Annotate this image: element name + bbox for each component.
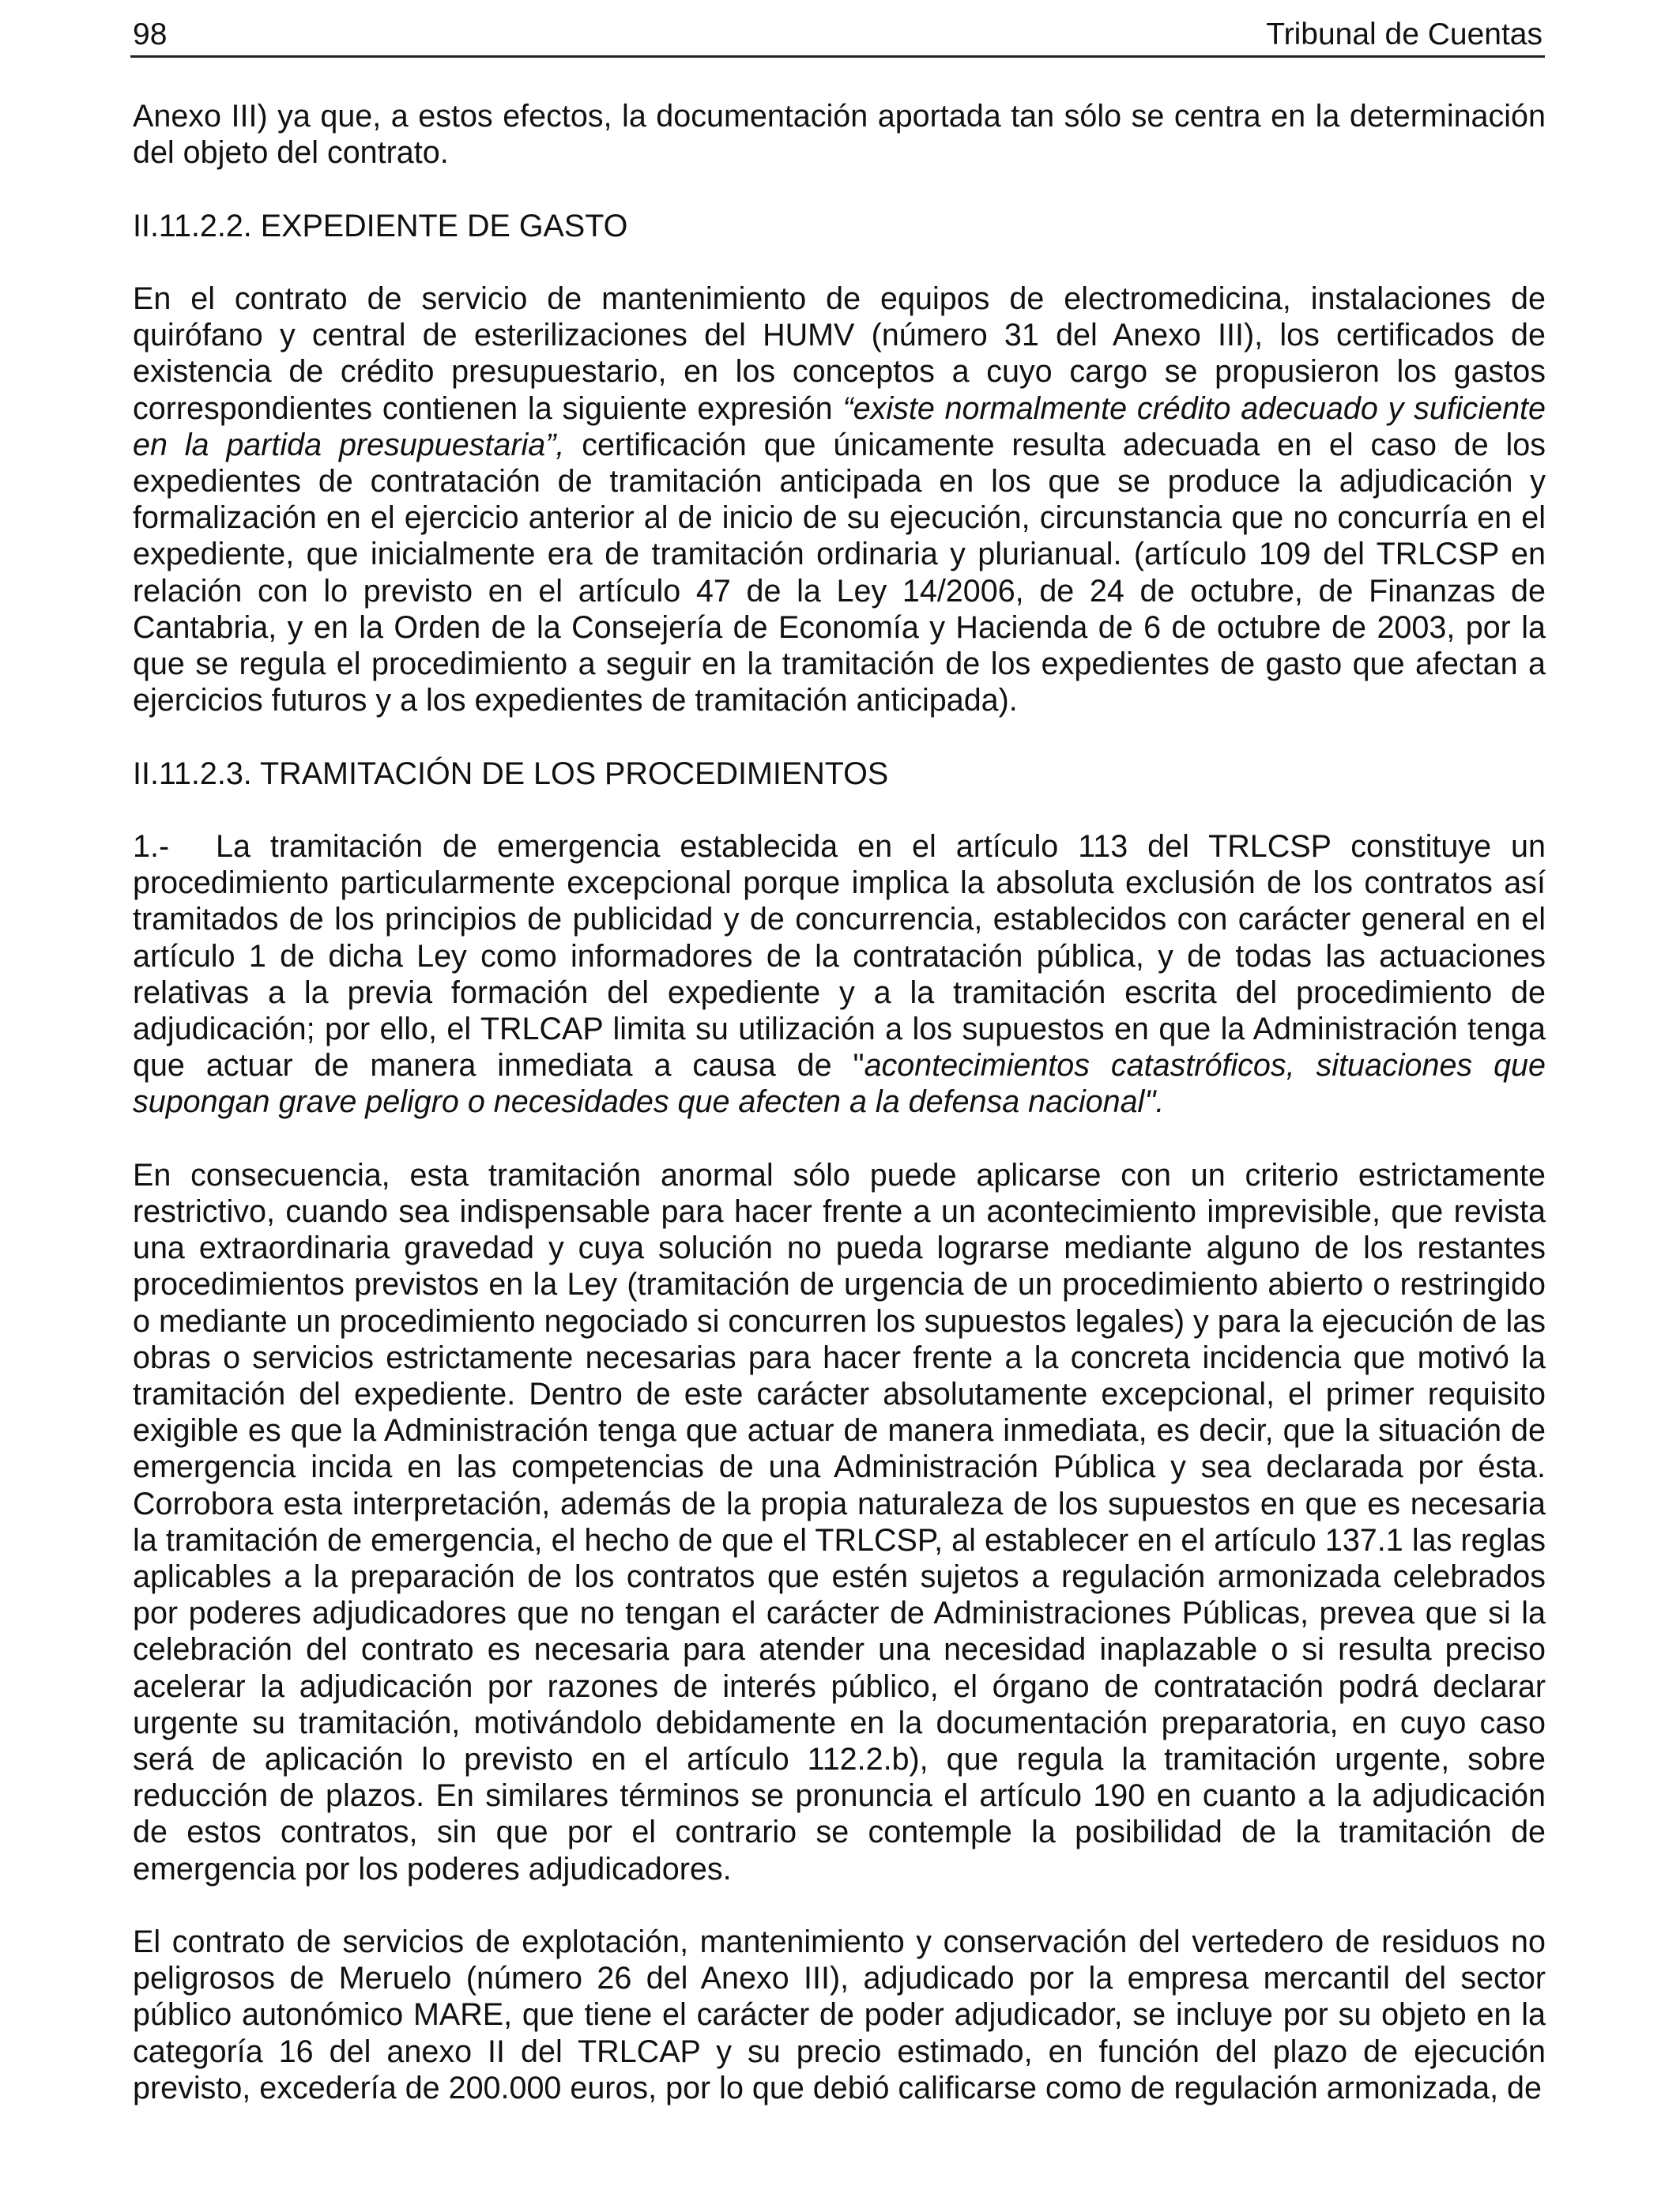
page-number: 98 [133, 17, 168, 51]
running-title: Tribunal de Cuentas [1266, 17, 1543, 51]
paragraph-emergencia [133, 828, 1546, 1121]
section-heading-expediente: II.11.2.2. EXPEDIENTE DE GASTO [133, 208, 628, 243]
text-run: La tramitación de emergencia establecida en el artículo 113 del TRLCSP constituye un procedimiento particularmente excepcional porque implica la absoluta exclusión de los contratos así tramitados de los principios de publicidad y de concurrencia, establecidos con carácter general en el artículo 1 de dicha Ley como informadores de la contratación pública, y de todas las actuaciones relativas a la previa formación del expediente y a la tramitación escrita del procedimiento de adjudicación; por ello, el TRLCAP limita su utilización a los supuestos en que la Administración tenga que actuar de manera inmediata a causa de " [133, 829, 1546, 1084]
section-heading-tramitacion: II.11.2.3. TRAMITACIÓN DE LOS PROCEDIMIENTOS [133, 756, 889, 791]
paragraph-number: 1.- [133, 829, 170, 864]
paragraph-vertedero: El contrato de servicios de explotación, mantenimiento y conservación del vertedero de residuos no peligrosos de Meruelo (número 26 del Anexo III), adjudicado por la empresa mercantil del sector público autonómico MARE, que tiene el carácter de poder adjudicador, se incluye por su objeto en la categoría 16 del anexo II del TRLCAP y su precio estimado, en función del plazo de ejecución previsto, excedería de 200.000 euros, por lo que debió calificarse como de regulación armonizada, de [133, 1924, 1546, 2105]
text-run: En el contrato de servicio de mantenimiento de equipos de electromedicina, instalaciones de quirófano y central de esterilizaciones del HUMV (número 31 del Anexo III), los certificados de existencia de crédito presupuestario, en los conceptos a cuyo cargo se propusieron los gastos correspondientes contienen la siguiente expresión [133, 281, 1546, 426]
paragraph-expediente-gasto [133, 281, 1546, 718]
italic-quote: “existe normalmente crédito adecuado y suficiente en la partida presupuestaria”, [133, 390, 1546, 462]
paragraph-consecuencia: En consecuencia, esta tramitación anormal sólo puede aplicarse con un criterio estrictamente restrictivo, cuando sea indispensable para hacer frente a un acontecimiento imprevisible, que revista una extraordinaria gravedad y cuya solución no pueda lograrse mediante alguno de los restantes procedimientos previstos en la Ley (tramitación de urgencia de un procedimiento abierto o restringido o mediante un procedimiento negociado si concurren los supuestos legales) y para la ejecución de las obras o servicios estrictamente necesarias para hacer frente a la concreta incidencia que motivó la tramitación del expediente. Dentro de este carácter absolutamente excepcional, el primer requisito exigible es que la Administración tenga que actuar de manera inmediata, es decir, que la situación de emergencia incida en las competencias de una Administración Pública y sea declarada por ésta. Corrobora esta interpretación, además de la propia naturaleza de los supuestos en que es necesaria la tramitación de emergencia, el hecho de que el TRLCSP, al establecer en el artículo 137.1 las reglas aplicables a la preparación de los contratos que estén sujetos a regulación armonizada celebrados por poderes adjudicadores que no tengan el carácter de Administraciones Públicas, prevea que si la celebración del contrato es necesaria para atender una necesidad inaplazable o si resulta preciso acelerar la adjudicación por razones de interés público, el órgano de contratación podrá declarar urgente su tramitación, motivándolo debidamente en la documentación preparatoria, en cuyo caso será de aplicación lo previsto en el artículo 112.2.b), que regula la tramitación urgente, sobre reducción de plazos. En similares términos se pronuncia el artículo 190 en cuanto a la adjudicación de estos contratos, sin que por el contrario se contemple la posibilidad de la tramitación de emergencia por los poderes adjudicadores. [133, 1157, 1546, 1887]
paragraph-intro: Anexo III) ya que, a estos efectos, la documentación aportada tan sólo se centra en la determinación del objeto del contrato. [133, 99, 1546, 171]
document-body [133, 98, 1546, 2106]
page-header [130, 14, 1545, 58]
italic-quote: acontecimientos catastróficos, situaciones que supongan grave peligro o necesidades que afecten a la defensa nacional". [133, 1048, 1546, 1120]
text-run: certificación que únicamente resulta adecuada en el caso de los expedientes de contratación de tramitación anticipada en los que se produce la adjudicación y formalización en el ejercicio anterior al de inicio de su ejecución, circunstancia que no concurría en el expediente, que inicialmente era de tramitación ordinaria y plurianual. (artículo 109 del TRLCSP en relación con lo previsto en el artículo 47 de la Ley 14/2006, de 24 de octubre, de Finanzas de Cantabria, y en la Orden de la Consejería de Economía y Hacienda de 6 de octubre de 2003, por la que se regula el procedimiento a seguir en la tramitación de los expedientes de gasto que afectan a ejercicios futuros y a los expedientes de tramitación anticipada). [133, 427, 1546, 718]
